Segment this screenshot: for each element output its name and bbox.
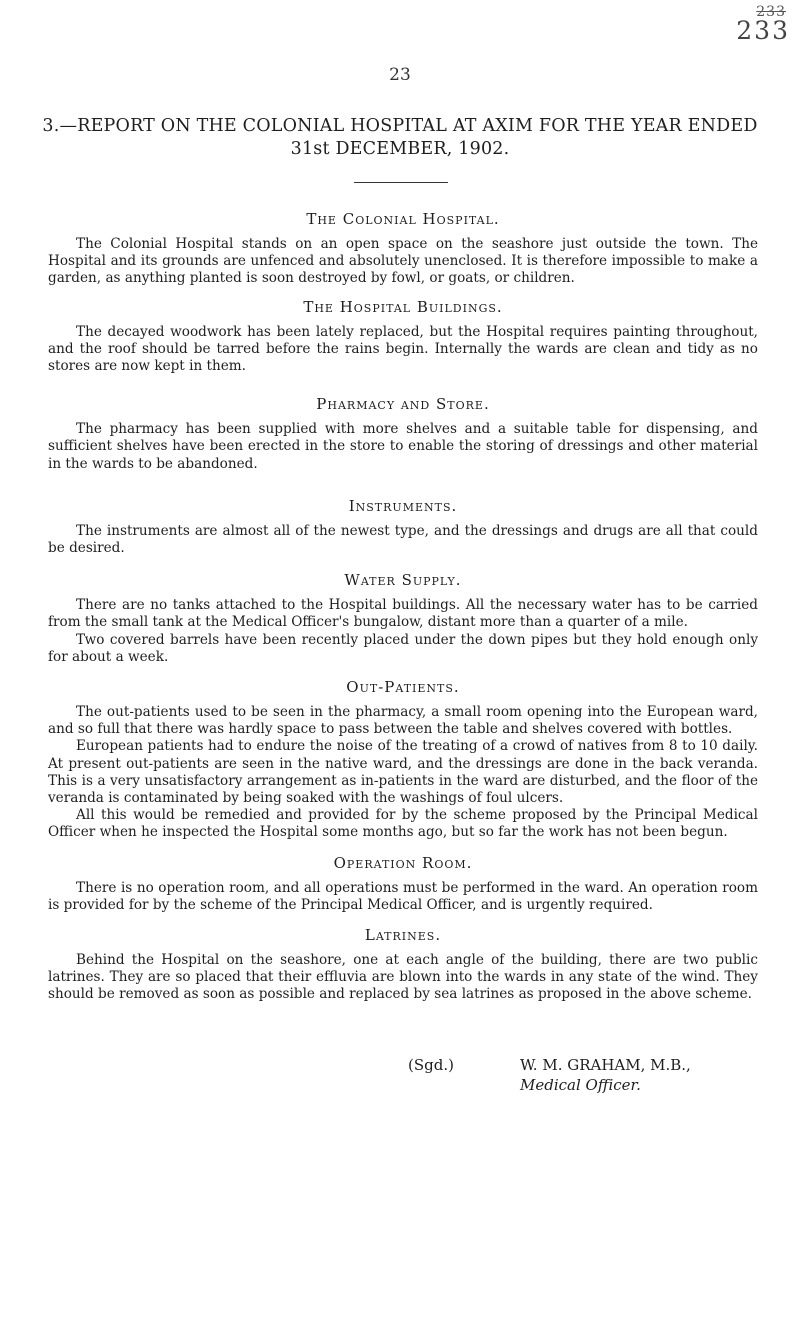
title-divider xyxy=(354,182,448,183)
paragraph: Two covered barrels have been recently placed under the down pipes but they hold enough only for about a week. xyxy=(48,631,758,665)
paragraph: All this would be remedied and provided for by the scheme proposed by the Principal Medical Officer when he inspected the Hospital some months ago, but so far the work has not been begun. xyxy=(48,807,758,841)
paragraph: There is no operation room, and all operations must be performed in the ward. An operation room is provided for by the scheme of the Principal Medical Officer, and is urgently required. xyxy=(48,879,758,913)
paragraph: The pharmacy has been supplied with more shelves and a suitable table for dispensing, and sufficient shelves have been erected in the store to enable the storing of dressings and other material in the wards to be abandoned. xyxy=(48,421,758,472)
section-colonial-hospital xyxy=(48,210,758,288)
report-body xyxy=(48,210,758,1004)
paragraph: Behind the Hospital on the seashore, one at each angle of the building, there are two public latrines. They are so placed that their effluvia are blown into the wards in any state of the wind. They should be removed as soon as possible and replaced by sea latrines as proposed in the above scheme. xyxy=(48,952,758,1003)
section-out-patients xyxy=(48,678,758,842)
paragraph: The Colonial Hospital stands on an open space on the seashore just outside the town. The Hospital and its grounds are unfenced and absolutely unenclosed. It is therefore impossible to make a garden, as anything planted is soon destroyed by fowl, or goats, or children. xyxy=(48,236,758,287)
signatory-name: W. M. GRAHAM, M.B., xyxy=(520,1056,691,1074)
section-heading: Latrines. xyxy=(364,926,442,945)
section-water-supply xyxy=(48,571,758,666)
section-heading: Out-Patients. xyxy=(346,678,460,697)
paragraph: European patients had to endure the noise of the treating of a crowd of natives from 8 to 10 daily. At present out-patients are seen in the native ward, and the dressings are done in the back veranda. This is a very unsatisfactory arrangement as in-patients in the ward are disturbed, and the floor of the veranda is contaminated by being soaked with the washings of foul ulcers. xyxy=(48,738,758,807)
stamped-page-number: 233 xyxy=(736,16,790,45)
report-title: 3.—REPORT ON THE COLONIAL HOSPITAL AT AXIM FOR THE YEAR ENDED 31st DECEMBER, 1902. xyxy=(42,116,758,159)
struck-page-number: 233 xyxy=(756,4,786,20)
signatory-role: Medical Officer. xyxy=(520,1076,641,1094)
paragraph: The instruments are almost all of the newest type, and the dressings and drugs are all that could be desired. xyxy=(48,522,758,557)
section-operation-room xyxy=(48,854,758,914)
signed-prefix: (Sgd.) xyxy=(408,1056,454,1074)
section-pharmacy-store xyxy=(48,395,758,473)
section-heading: Instruments. xyxy=(348,496,458,515)
section-hospital-buildings xyxy=(48,298,758,376)
section-heading: Water Supply. xyxy=(344,571,462,590)
section-heading: Operation Room. xyxy=(333,853,473,872)
archive-stamp xyxy=(736,4,790,45)
signature-block xyxy=(408,1055,768,1095)
section-latrines xyxy=(48,926,758,1004)
paragraph: The out-patients used to be seen in the pharmacy, a small room opening into the European ward, and so full that there was hardly space to pass between the table and shelves covered with bottles. xyxy=(48,704,758,738)
page-number: 23 xyxy=(389,65,411,85)
paragraph: The decayed woodwork has been lately replaced, but the Hospital requires painting throughout, and the roof should be tarred before the rains begin. Internally the wards are clean and tidy as no stores are now kept in them. xyxy=(48,323,758,375)
section-heading: Pharmacy and Store. xyxy=(316,395,490,414)
section-heading: The Hospital Buildings. xyxy=(303,297,503,316)
paragraph: There are no tanks attached to the Hospital buildings. All the necessary water has to be carried from the small tank at the Medical Officer's bungalow, distant more than a quarter of a mile. xyxy=(48,597,758,631)
section-instruments xyxy=(48,497,758,557)
section-heading: The Colonial Hospital. xyxy=(306,210,500,228)
